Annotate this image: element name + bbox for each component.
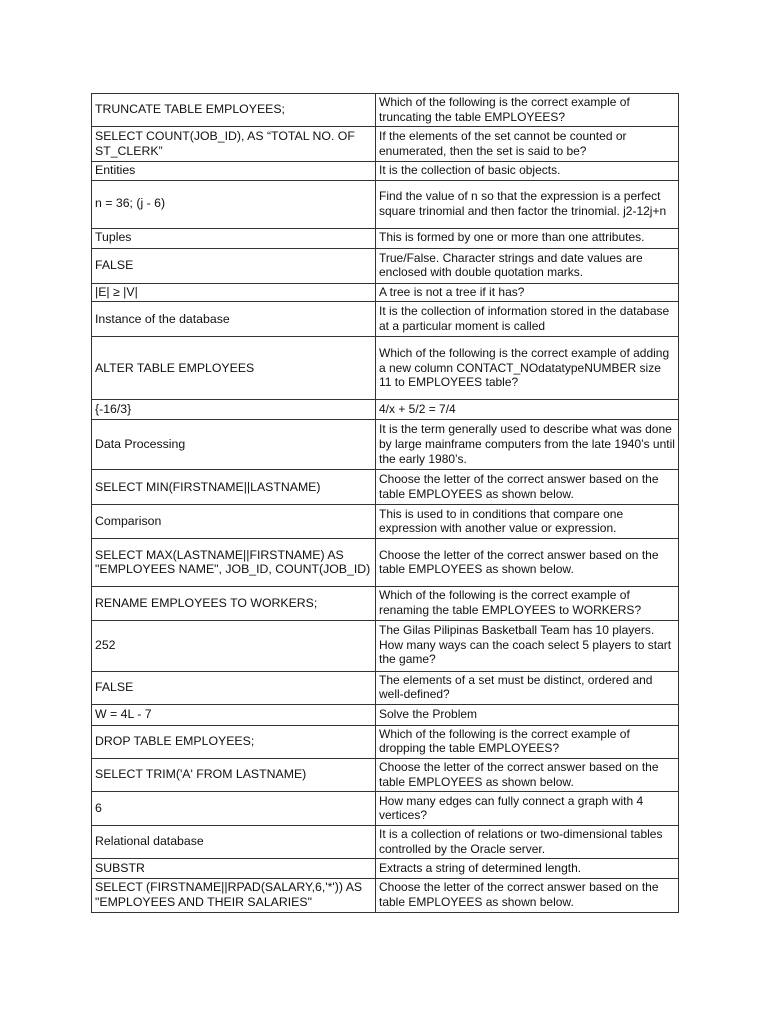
answer-cell: SELECT MIN(FIRSTNAME||LASTNAME) <box>92 470 376 505</box>
answer-cell: Relational database <box>92 826 376 859</box>
answer-cell: Entities <box>92 162 376 181</box>
table-row <box>92 470 679 505</box>
table-row <box>92 879 679 912</box>
table-row <box>92 180 679 228</box>
table-row <box>92 94 679 127</box>
question-cell: This is used to in conditions that compare one expression with another value or expression. <box>376 505 679 539</box>
question-cell: Extracts a string of determined length. <box>376 859 679 879</box>
answer-cell: 252 <box>92 620 376 671</box>
table-row <box>92 826 679 859</box>
question-cell: It is the collection of basic objects. <box>376 162 679 181</box>
question-cell: This is formed by one or more than one attributes. <box>376 228 679 248</box>
question-cell: Which of the following is the correct example of renaming the table EMPLOYEES to WORKERS? <box>376 587 679 620</box>
answer-cell: W = 4L - 7 <box>92 704 376 725</box>
answer-cell: SELECT MAX(LASTNAME||FIRSTNAME) AS "EMPLOYEES NAME", JOB_ID, COUNT(JOB_ID) <box>92 539 376 587</box>
table-row <box>92 283 679 302</box>
answer-cell: Tuples <box>92 228 376 248</box>
question-cell: Choose the letter of the correct answer based on the table EMPLOYEES as shown below. <box>376 879 679 912</box>
table-row <box>92 248 679 283</box>
table-row <box>92 162 679 181</box>
question-cell: It is the term generally used to describe what was done by large mainframe computers from the late 1940’s until the early 1980’s. <box>376 420 679 470</box>
question-cell: Choose the letter of the correct answer based on the table EMPLOYEES as shown below. <box>376 758 679 791</box>
question-cell: Choose the letter of the correct answer based on the table EMPLOYEES as shown below. <box>376 470 679 505</box>
question-cell: Solve the Problem <box>376 704 679 725</box>
question-cell: Which of the following is the correct example of adding a new column CONTACT_NOdatatypeNUMBER size 11 to EMPLOYEES table? <box>376 337 679 400</box>
answer-cell: Comparison <box>92 505 376 539</box>
answer-cell: DROP TABLE EMPLOYEES; <box>92 725 376 758</box>
answer-cell: Data Processing <box>92 420 376 470</box>
table-row <box>92 758 679 791</box>
table-row <box>92 671 679 704</box>
table-row <box>92 859 679 879</box>
question-cell: A tree is not a tree if it has? <box>376 283 679 302</box>
table-row <box>92 127 679 162</box>
question-cell: True/False. Character strings and date values are enclosed with double quotation marks. <box>376 248 679 283</box>
question-cell: Which of the following is the correct example of truncating the table EMPLOYEES? <box>376 94 679 127</box>
answer-cell: SELECT COUNT(JOB_ID), AS “TOTAL NO. OF ST_CLERK” <box>92 127 376 162</box>
answer-cell: SUBSTR <box>92 859 376 879</box>
table-row <box>92 420 679 470</box>
answer-cell: TRUNCATE TABLE EMPLOYEES; <box>92 94 376 127</box>
table-row <box>92 620 679 671</box>
table-row <box>92 302 679 337</box>
table-row <box>92 228 679 248</box>
answer-cell: Instance of the database <box>92 302 376 337</box>
answer-question-table <box>91 93 679 913</box>
answer-cell: FALSE <box>92 671 376 704</box>
question-cell: It is a collection of relations or two-dimensional tables controlled by the Oracle server. <box>376 826 679 859</box>
question-cell: Which of the following is the correct example of dropping the table EMPLOYEES? <box>376 725 679 758</box>
question-cell: If the elements of the set cannot be counted or enumerated, then the set is said to be? <box>376 127 679 162</box>
question-cell: 4/x + 5/2 = 7/4 <box>376 400 679 420</box>
question-cell: The Gilas Pilipinas Basketball Team has 10 players. How many ways can the coach select 5 players to start the game? <box>376 620 679 671</box>
question-cell: Find the value of n so that the expression is a perfect square trinomial and then factor the trinomial. j2-12j+n <box>376 180 679 228</box>
answer-cell: FALSE <box>92 248 376 283</box>
answer-cell: 6 <box>92 792 376 826</box>
table-row <box>92 792 679 826</box>
answer-cell: n = 36; (j - 6) <box>92 180 376 228</box>
question-cell: It is the collection of information stored in the database at a particular moment is called <box>376 302 679 337</box>
answer-cell: {-16/3} <box>92 400 376 420</box>
table-row <box>92 725 679 758</box>
table-row <box>92 505 679 539</box>
answer-cell: RENAME EMPLOYEES TO WORKERS; <box>92 587 376 620</box>
table-row <box>92 400 679 420</box>
answer-cell: ALTER TABLE EMPLOYEES <box>92 337 376 400</box>
question-cell: The elements of a set must be distinct, ordered and well-defined? <box>376 671 679 704</box>
answer-cell: SELECT (FIRSTNAME||RPAD(SALARY,6,'*')) AS "EMPLOYEES AND THEIR SALARIES" <box>92 879 376 912</box>
table-row <box>92 587 679 620</box>
table-row <box>92 539 679 587</box>
question-cell: Choose the letter of the correct answer based on the table EMPLOYEES as shown below. <box>376 539 679 587</box>
answer-cell: |E| ≥ |V| <box>92 283 376 302</box>
table-row <box>92 337 679 400</box>
answer-cell: SELECT TRIM('A' FROM LASTNAME) <box>92 758 376 791</box>
question-cell: How many edges can fully connect a graph with 4 vertices? <box>376 792 679 826</box>
table-row <box>92 704 679 725</box>
